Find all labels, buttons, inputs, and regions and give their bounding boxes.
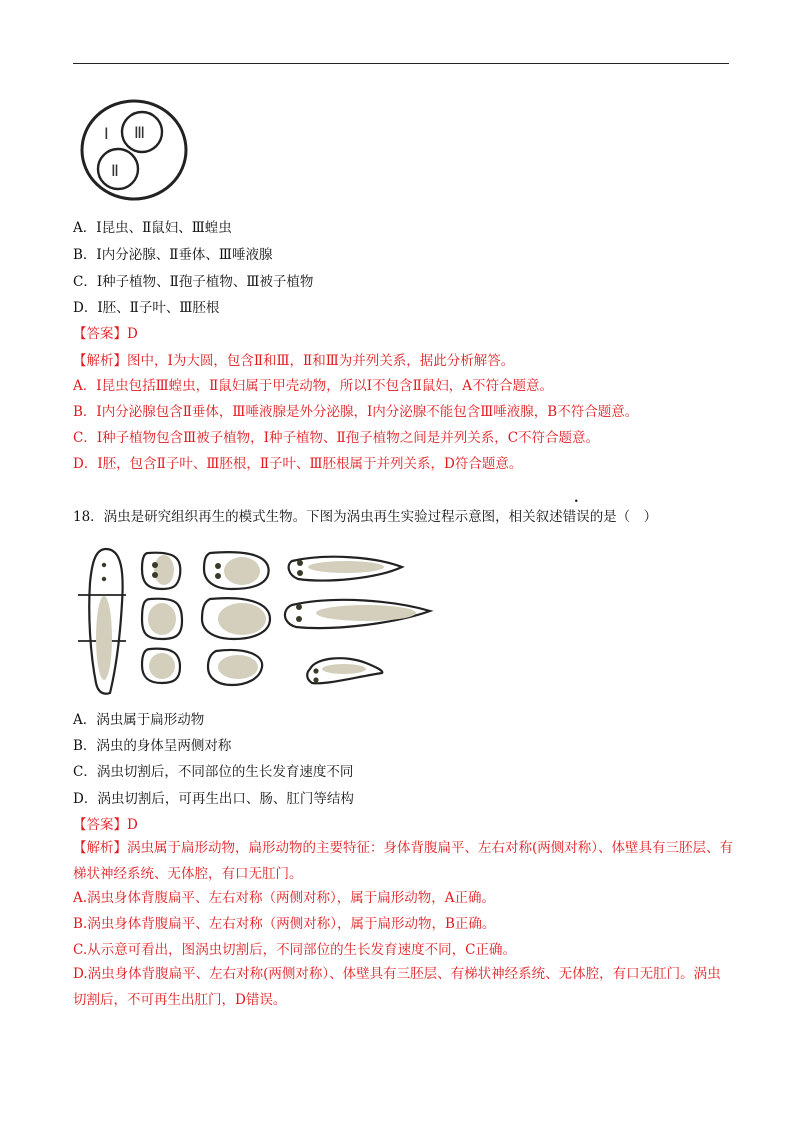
q18-stem-before: 18．涡虫是研究组织再生的模式生物。下图为涡虫再生实验过程示意图，相关叙述 [73, 509, 563, 525]
q17-option-b: B．Ⅰ内分泌腺、Ⅱ垂体、Ⅲ唾液腺 [73, 247, 273, 263]
q18-stem-emphasis: 错误 [562, 509, 590, 525]
q18-analysis-c: C.从示意可看出，图涡虫切割后，不同部位的生长发育速度不同，C正确。 [73, 942, 516, 958]
q17-analysis-label: 【解析】 [73, 353, 127, 369]
q18-analysis-label: 【解析】 [73, 840, 127, 856]
venn-diagram [79, 97, 189, 205]
q17-analysis-a: A．Ⅰ昆虫包括Ⅲ蝗虫，Ⅱ鼠妇属于甲壳动物，所以Ⅰ不包含Ⅱ鼠妇，A不符合题意。 [73, 378, 554, 394]
q18-option-a: A．涡虫属于扁形动物 [73, 712, 205, 728]
q17-analysis-b: B．Ⅰ内分泌腺包含Ⅱ垂体，Ⅲ唾液腺是外分泌腺，Ⅰ内分泌腺不能包含Ⅲ唾液腺，B不符合题意。 [73, 404, 639, 420]
q18-option-b: B．涡虫的身体呈两侧对称 [73, 738, 232, 754]
q18-answer-value: D [127, 817, 138, 833]
q17-analysis-d: D．Ⅰ胚，包含Ⅱ子叶、Ⅲ胚根，Ⅱ子叶、Ⅲ胚根属于并列关系，D符合题意。 [73, 456, 523, 472]
q18-stem [73, 507, 657, 527]
q17-option-a: A．Ⅰ昆虫、Ⅱ鼠妇、Ⅲ蝗虫 [73, 220, 232, 236]
venn-label-II: Ⅱ [111, 163, 119, 180]
q17-analysis-intro-text: 图中，Ⅰ为大圆，包含Ⅱ和Ⅲ，Ⅱ和Ⅲ为并列关系，据此分析解答。 [127, 353, 515, 369]
q18-option-c: C．涡虫切割后，不同部位的生长发育速度不同 [73, 764, 354, 780]
q18-analysis-intro-text: 涡虫属于扁形动物，扁形动物的主要特征：身体背腹扁平、左右对称(两侧对称）、体壁具有三胚层、有梯状神经系统、无体腔，有口无肛门。 [73, 840, 734, 882]
q18-analysis-a: A.涡虫身体背腹扁平、左右对称（两侧对称），属于扁形动物，A正确。 [73, 890, 496, 906]
q18-stem-after: 的是（ ） [589, 509, 658, 525]
header-rule [73, 63, 729, 64]
q17-analysis-c: C．Ⅰ种子植物包含Ⅲ被子植物，Ⅰ种子植物、Ⅱ孢子植物之间是并列关系，C不符合题意。 [73, 430, 600, 446]
q17-answer-value: D [127, 326, 138, 342]
q17-analysis-intro [73, 351, 514, 371]
q18-analysis-b: B.涡虫身体背腹扁平、左右对称（两侧对称），属于扁形动物，B正确。 [73, 916, 496, 932]
q17-answer-label: 【答案】 [73, 326, 127, 342]
q17-option-c: C．Ⅰ种子植物、Ⅱ孢子植物、Ⅲ被子植物 [73, 274, 314, 290]
q17-answer [73, 324, 138, 344]
q18-answer-label: 【答案】 [73, 817, 127, 833]
planarian-regeneration-diagram [76, 543, 436, 699]
venn-label-III: Ⅲ [134, 125, 146, 142]
q18-option-d: D．涡虫切割后，可再生出口、肠、肛门等结构 [73, 791, 354, 807]
q17-option-d: D．Ⅰ胚、Ⅱ子叶、Ⅲ胚根 [73, 300, 220, 316]
q18-answer [73, 815, 138, 835]
venn-label-I: Ⅰ [104, 126, 109, 143]
q18-analysis-intro [73, 835, 733, 887]
q18-analysis-d: D.涡虫身体背腹扁平、左右对称(两侧对称）、体壁具有三胚层、有梯状神经系统、无体腔，有口无肛门。涡虫切割后，不可再生出肛门，D错误。 [73, 966, 721, 1008]
